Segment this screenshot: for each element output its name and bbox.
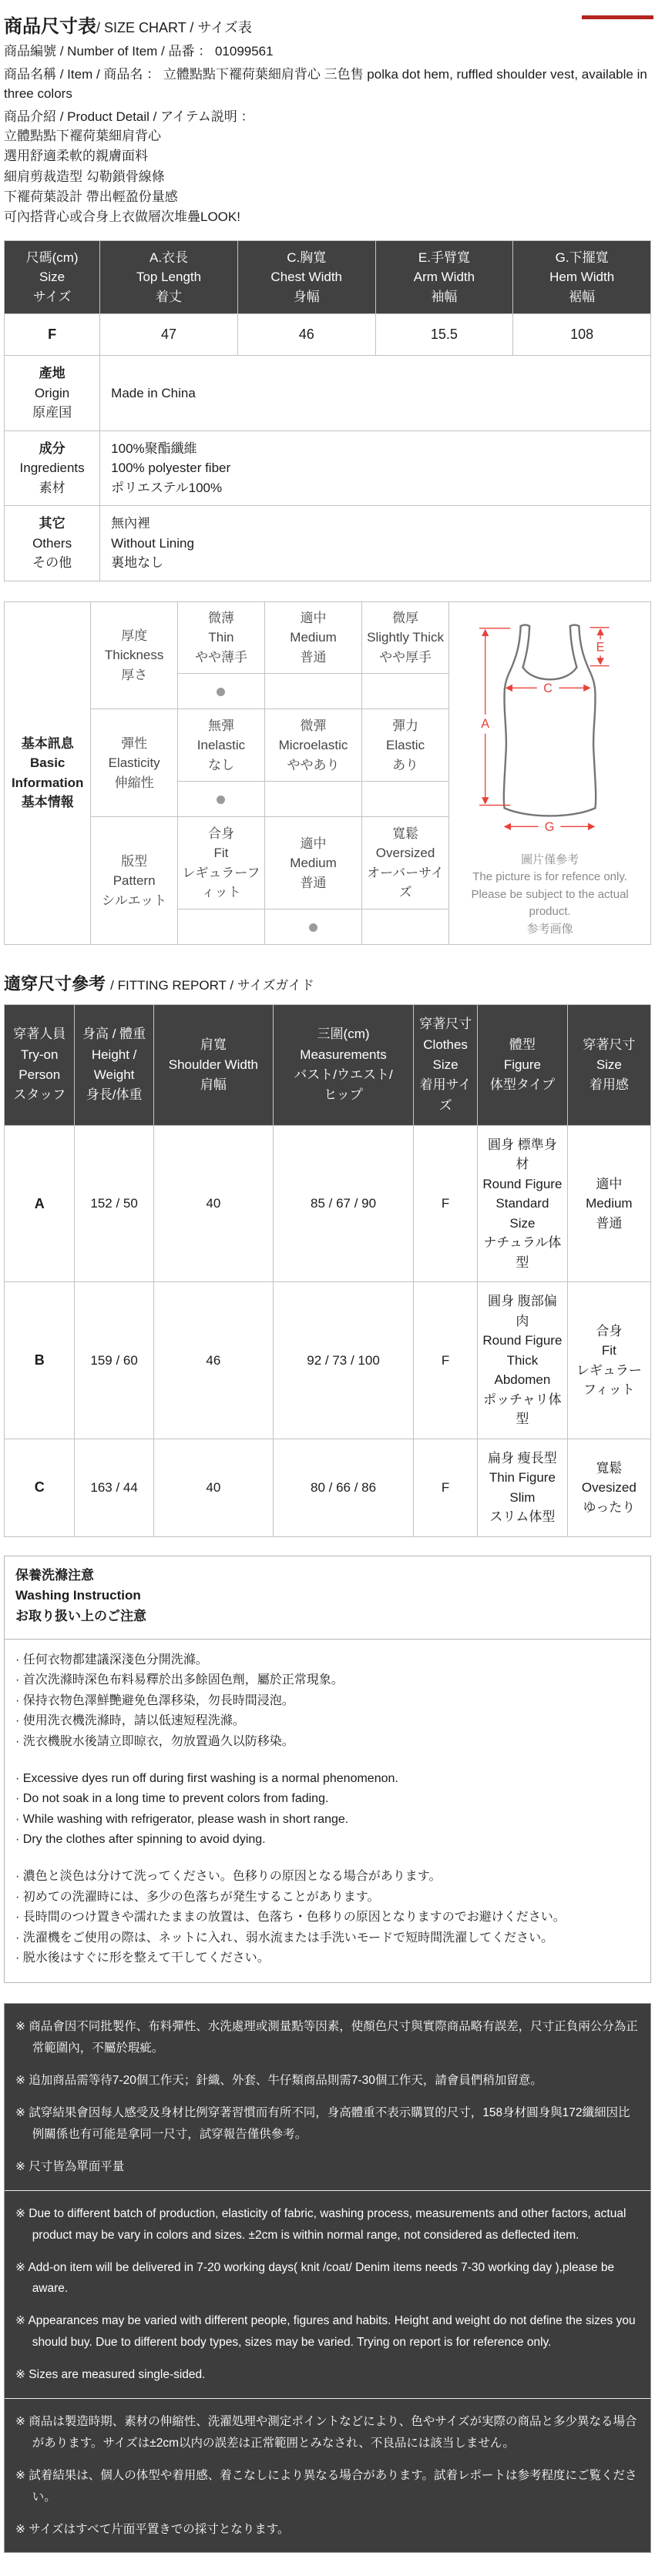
value-line: 裏地なし	[111, 555, 164, 571]
dimension-label-a: A	[481, 716, 490, 731]
thickness-thick-dot-cell	[361, 674, 448, 709]
figure-line: Standard Size	[495, 1196, 549, 1231]
value-line: 100% polyester fiber	[111, 461, 231, 476]
elasticity-microelastic-dot-cell	[265, 782, 362, 817]
option-line: 無彈	[207, 718, 234, 733]
height-weight-value: 159 / 60	[75, 1282, 153, 1439]
top-length-col-header	[100, 240, 238, 314]
size-feel-col-header	[567, 1005, 650, 1126]
top-length-value: 47	[100, 314, 238, 356]
option-line: 合身	[207, 826, 234, 841]
washing-note-item: · 洗衣機脫水後請立即晾衣，勿放置過久以防移染。	[15, 1734, 294, 1748]
diagram-caption	[453, 852, 647, 939]
option-line: 微厚	[392, 610, 419, 625]
header-line: A.衣長	[149, 250, 189, 265]
figure-line: Slim	[509, 1489, 536, 1505]
header-line: G.下擺寬	[555, 250, 609, 265]
header-line: E.手臂寬	[418, 250, 470, 265]
note-item: ※ Sizes are measured single-sided.	[15, 2368, 206, 2382]
others-row	[5, 506, 651, 581]
title-line-ja: お取り扱い上のご注意	[15, 1608, 146, 1623]
header-line: Size	[596, 1057, 622, 1072]
basic-info-section-label	[5, 601, 91, 945]
person-value: A	[5, 1125, 75, 1282]
washing-note-item: · While washing with refrigerator, please wash in short range.	[15, 1812, 349, 1826]
figure-line: 圓身 腹部偏肉	[488, 1294, 557, 1328]
header-line: 袖幅	[431, 289, 458, 304]
header-line: 穿著尺寸	[583, 1037, 636, 1052]
value-line: 100%聚酯纖維	[111, 440, 197, 456]
header-line: 着丈	[156, 289, 183, 304]
washing-note-item: · Dry the clothes after spinning to avoid dying.	[15, 1833, 266, 1847]
feel-line: Ovesized	[581, 1480, 637, 1496]
product-detail-line: 下襬荷葉設計 帶出輕盈份量感	[4, 189, 178, 205]
fitting-report-title	[4, 971, 651, 995]
ingredients-value	[100, 430, 651, 506]
attr-line: 厚さ	[121, 667, 148, 682]
option-line: Thin	[208, 630, 234, 645]
size-feel-value	[567, 1125, 650, 1282]
size-table-header-row	[5, 240, 651, 314]
washing-list-zh	[15, 1650, 640, 1752]
note-item: ※ 商品會因不同批製作、布料彈性、水洗處理或測量點等因素，使顏色尺寸與實際商品略有誤差，尺寸正負兩公分為正常範圍內，不屬於瑕疵。	[15, 2020, 638, 2055]
option-line: やや薄手	[194, 649, 247, 665]
header-line: 体型タイプ	[489, 1077, 555, 1093]
note-item: ※ 商品は製造時期、素材の伸縮性、洗濯処理や測定ポイントなどにより、色やサイズが実際の商品と多少異なる場合があります。サイズは±2cm以内の誤差は正常範囲とみなされ、不良品には該当しません。	[15, 2415, 637, 2450]
label-line: 其它	[39, 516, 66, 531]
header-line: Clothes	[423, 1037, 468, 1052]
washing-note-item: · 任何衣物都建議深淺色分開洗滌。	[15, 1653, 208, 1667]
option-line: Microelastic	[278, 738, 348, 753]
attr-line: 厚度	[121, 628, 148, 643]
label-line: 素材	[39, 480, 66, 495]
washing-note-item: · 使用洗衣機洗滌時，請以低速短程洗滌。	[15, 1714, 245, 1728]
option-line: あり	[392, 757, 419, 772]
selected-dot	[309, 923, 317, 932]
washing-note-item: · 脱水後はすぐに形を整えて干してください。	[15, 1951, 270, 1965]
chest-width-col-header	[237, 240, 375, 314]
label-line: Origin	[34, 385, 70, 400]
option-line: なし	[207, 757, 234, 772]
figure-line: Thick Abdomen	[494, 1352, 551, 1388]
header-line: Shoulder Width	[168, 1057, 258, 1072]
notes-section-ja	[5, 2398, 650, 2552]
header-line: Arm Width	[413, 270, 475, 285]
origin-row	[5, 356, 651, 431]
header-line: 着用感	[589, 1077, 629, 1093]
header-line: Chest Width	[270, 270, 343, 285]
figure-line: Round Figure	[482, 1176, 563, 1191]
pattern-fit-dot-cell	[177, 909, 264, 945]
caption-line: The picture is for refence only.	[472, 870, 627, 884]
option-line: 彈力	[392, 718, 419, 733]
attr-line: 伸縮性	[114, 775, 154, 790]
disclaimer-notes-box	[4, 2003, 651, 2553]
fitting-header-row	[5, 1005, 651, 1126]
attr-line: 彈性	[121, 735, 148, 751]
option-line: 適中	[300, 610, 327, 625]
washing-note-item: · 長時間のつけ置きや濡れたままの放置は、色落ち・色移りの原因となりますのでお避けください。	[15, 1911, 566, 1924]
option-line: 普通	[300, 649, 327, 665]
height-weight-col-header	[75, 1005, 153, 1126]
header-line: 穿著人員	[13, 1027, 66, 1042]
washing-note-item: · 洗濯機をご使用の際は、ネットに入れ、弱水流または手洗いモードで短時間洗濯してください。	[15, 1931, 554, 1945]
product-detail-line: 細肩剪裁造型 勾勒鎖骨線條	[4, 169, 165, 184]
height-weight-value: 163 / 44	[75, 1439, 153, 1536]
option-line: 普通	[300, 875, 327, 890]
header-line: Height /	[91, 1047, 137, 1062]
fitting-title-zh: 適穿尺寸參考	[4, 974, 106, 994]
height-weight-value: 152 / 50	[75, 1125, 153, 1282]
feel-line: ゆったり	[583, 1499, 636, 1515]
figure-value	[478, 1125, 568, 1282]
washing-note-item: · 保持衣物色澤鮮艷避免色澤移染，勿長時間浸泡。	[15, 1693, 294, 1707]
value-line: 無內裡	[111, 516, 151, 531]
item-number-value: 01099561	[214, 44, 274, 59]
caption-line: 圖片僅參考	[521, 853, 579, 866]
option-line: Oversized	[375, 846, 435, 861]
header-line: 肩幅	[200, 1077, 227, 1093]
header-line: Try-on	[20, 1047, 59, 1062]
pattern-attr-label	[91, 817, 177, 945]
header-line: 三圍(cm)	[317, 1027, 370, 1042]
size-data-row	[5, 314, 651, 356]
option-line: 微薄	[207, 610, 234, 625]
basic-information-table	[4, 601, 651, 946]
page-title-zh: 商品尺寸表	[4, 16, 96, 37]
product-detail-label: 商品介紹 / Product Detail / アイテム説明 ：	[4, 109, 254, 124]
option-line: 微彈	[300, 718, 327, 733]
others-label	[5, 506, 100, 581]
label-line: Ingredients	[19, 461, 85, 476]
ingredients-row	[5, 430, 651, 506]
option-line: レギュラーフィット	[182, 865, 260, 900]
feel-line: 合身	[596, 1323, 623, 1338]
header-line: バスト/ウエスト/	[294, 1067, 393, 1083]
clothes-size-col-header	[414, 1005, 478, 1126]
header-line: スタッフ	[13, 1087, 66, 1103]
fitting-report-table	[4, 1004, 651, 1537]
chest-width-value: 46	[237, 314, 375, 356]
notes-section-en	[5, 2190, 650, 2398]
shoulder-width-col-header	[153, 1005, 273, 1126]
vest-outline	[504, 625, 596, 816]
washing-note-item: · Do not soak in a long time to prevent colors from fading.	[15, 1792, 329, 1806]
attr-line: シルエット	[102, 893, 167, 908]
note-item: ※ サイズはすべて片面平置きでの採寸となります。	[15, 2522, 290, 2536]
elasticity-option-microelastic	[265, 709, 362, 782]
option-line: 寬鬆	[392, 826, 419, 841]
header-line: 裾幅	[569, 289, 596, 304]
clothes-size-value: F	[414, 1125, 478, 1282]
thickness-thin-dot-cell	[177, 674, 264, 709]
person-value: B	[5, 1282, 75, 1439]
pattern-option-fit	[177, 817, 264, 909]
title-line-en: Washing Instruction	[15, 1588, 141, 1603]
clothes-size-value: F	[414, 1282, 478, 1439]
option-line: Slightly Thick	[367, 630, 444, 645]
fitting-row-b	[5, 1282, 651, 1439]
origin-value	[100, 356, 651, 431]
product-detail-line: 可內搭背心或合身上衣做層次堆疊LOOK!	[4, 209, 240, 225]
header-line: 尺碼(cm)	[25, 250, 79, 265]
measurement-diagram-cell	[449, 601, 651, 945]
header-line: Size	[39, 270, 66, 285]
feel-line: Medium	[586, 1196, 633, 1211]
washing-instruction-box	[4, 1556, 651, 1984]
header-line: C.胸寬	[287, 250, 327, 265]
figure-value	[478, 1439, 568, 1536]
washing-note-item: · Excessive dyes run off during first washing is a normal phenomenon.	[15, 1771, 398, 1785]
hem-width-col-header	[513, 240, 651, 314]
note-item: ※ Due to different batch of production, elasticity of fabric, washing process, measurements and other factors, actual product may be vary in colors and sizes. ±2cm is within normal range, not considered as deflected item.	[15, 2206, 626, 2242]
thickness-attr-label	[91, 601, 177, 709]
size-table	[4, 240, 651, 581]
header-line: ヒップ	[324, 1087, 363, 1103]
feel-line: レギュラーフィット	[576, 1362, 642, 1398]
note-item: ※ Add-on item will be delivered in 7-20 working days( knit /coat/ Denim items needs 7-30 working day ),please be aware.	[15, 2260, 615, 2296]
shoulder-value: 46	[153, 1282, 273, 1439]
clothes-size-value: F	[414, 1439, 478, 1536]
item-name-label: 商品名稱 / Item / 商品名 ：	[4, 66, 160, 82]
label-line: Others	[32, 535, 72, 551]
option-line: やや厚手	[379, 649, 432, 665]
page-title	[4, 15, 651, 39]
header-line: 穿著尺寸	[419, 1017, 472, 1032]
header-line: 身幅	[293, 289, 320, 304]
shoulder-value: 40	[153, 1439, 273, 1536]
header-line: 肩寬	[200, 1037, 227, 1052]
size-value: F	[5, 314, 100, 356]
caption-line: Please be subject to the actual product.	[471, 887, 629, 919]
elasticity-inelastic-dot-cell	[177, 782, 264, 817]
item-number-line	[4, 42, 651, 62]
size-feel-value	[567, 1282, 650, 1439]
header-line: Person	[18, 1067, 61, 1083]
fitting-row-c	[5, 1439, 651, 1536]
note-item: ※ 追加商品需等待7-20個工作天；針織、外套、牛仔類商品則需7-30個工作天，請會員們稍加留意。	[15, 2074, 542, 2088]
header-line: 着用サイズ	[419, 1077, 472, 1113]
try-on-person-col-header	[5, 1005, 75, 1126]
label-line: 產地	[39, 366, 66, 381]
figure-line: ポッチャリ体型	[483, 1392, 562, 1427]
option-line: オーバーサイズ	[367, 865, 445, 900]
washing-instruction-title	[5, 1556, 650, 1640]
dimension-label-e: E	[596, 640, 605, 655]
ingredients-label	[5, 430, 100, 506]
arm-width-value: 15.5	[375, 314, 513, 356]
header-line: 身長/体重	[86, 1087, 143, 1103]
figure-line: 圓身 標準身材	[488, 1137, 557, 1172]
note-item: ※ 試穿結果會因每人感受及身材比例穿著習慣而有所不同，身高體重不表示購買的尺寸，158身材圓身與172纖細因比例關係也有可能是拿同一尺寸，試穿報告僅供參考。	[15, 2106, 630, 2141]
title-line-zh: 保養洗滌注意	[15, 1567, 94, 1583]
label-line: 基本訊息	[21, 735, 74, 751]
note-item: ※ 試着結果は、個人の体型や着用感、着こなしにより異なる場合があります。試着レポートは参考程度にご覧ください。	[15, 2468, 637, 2504]
label-line: 成分	[39, 440, 66, 456]
option-line: Medium	[290, 856, 337, 871]
thickness-option-slightly-thick	[361, 601, 448, 674]
elasticity-elastic-dot-cell	[361, 782, 448, 817]
washing-list-en	[15, 1769, 640, 1851]
product-detail-line: 選用舒適柔軟的親膚面料	[4, 149, 148, 164]
label-line: その他	[32, 555, 72, 571]
person-value: C	[5, 1439, 75, 1536]
selected-dot	[217, 688, 225, 696]
washing-note-item: · 初めての洗濯時には、多少の色落ちが発生することがあります。	[15, 1890, 380, 1904]
product-detail-line: 立體點點下襬荷葉細肩背心	[4, 129, 161, 143]
header-line: Figure	[503, 1057, 541, 1072]
label-line: Basic	[30, 755, 66, 771]
elasticity-option-elastic	[361, 709, 448, 782]
item-number-label: 商品編號 / Number of Item / 品番 ：	[4, 44, 212, 59]
item-name-line	[4, 65, 651, 104]
thickness-option-thin	[177, 601, 264, 674]
figure-line: ナチュラル体型	[483, 1235, 562, 1270]
figure-value	[478, 1282, 568, 1439]
measurements-value: 85 / 67 / 90	[273, 1125, 413, 1282]
caption-line: 参考画像	[526, 922, 573, 936]
value-line: Made in China	[111, 385, 196, 400]
item-name-value: 立體點點下襬荷葉細肩背心 三色售 polka dot hem, ruffled shoulder vest, available in three colors	[4, 66, 647, 101]
header-line: Measurements	[300, 1047, 387, 1062]
measurements-col-header	[273, 1005, 413, 1126]
measurements-value: 92 / 73 / 100	[273, 1282, 413, 1439]
size-col-header	[5, 240, 100, 314]
option-line: Fit	[213, 846, 229, 861]
feel-line: 適中	[596, 1176, 623, 1191]
feel-line: 寬鬆	[596, 1460, 623, 1476]
measurements-value: 80 / 66 / 86	[273, 1439, 413, 1536]
option-line: 適中	[300, 836, 327, 851]
header-line: Hem Width	[549, 270, 615, 285]
value-line: ポリエステル100%	[111, 480, 223, 495]
label-line: 基本情報	[21, 795, 74, 810]
figure-line: 扁身 瘦長型	[488, 1450, 557, 1466]
option-line: Medium	[290, 630, 337, 645]
option-line: ややあり	[287, 757, 340, 772]
option-line: Elastic	[386, 738, 425, 753]
size-feel-value	[567, 1439, 650, 1536]
vest-measurement-diagram	[463, 613, 637, 844]
note-item: ※ 尺寸皆為單面平量	[15, 2159, 125, 2173]
elasticity-option-inelastic	[177, 709, 264, 782]
notes-section-zh	[5, 2004, 650, 2189]
hem-width-value: 108	[513, 314, 651, 356]
pattern-option-medium	[265, 817, 362, 909]
header-line: 身高 / 體重	[82, 1027, 146, 1042]
top-scroll-bar-fragment	[582, 15, 653, 19]
feel-line: Fit	[601, 1343, 616, 1358]
washing-note-item: · 首次洗滌時深色布料易釋於出多餘固色劑，屬於正常現象。	[15, 1673, 344, 1687]
shoulder-value: 40	[153, 1125, 273, 1282]
dimension-label-g: G	[544, 819, 555, 834]
selected-dot	[217, 796, 225, 804]
product-detail-lines	[4, 126, 651, 228]
washing-list-ja	[15, 1867, 640, 1968]
value-line: Without Lining	[111, 535, 194, 551]
dimension-label-c: C	[543, 681, 553, 695]
header-line: サイズ	[32, 289, 72, 304]
thickness-medium-dot-cell	[265, 674, 362, 709]
pattern-option-oversized	[361, 817, 448, 909]
feel-line: 普通	[596, 1215, 623, 1231]
figure-line: スリム体型	[489, 1509, 556, 1525]
figure-line: Thin Figure	[489, 1470, 556, 1486]
pattern-oversized-dot-cell	[361, 909, 448, 945]
fitting-row-a	[5, 1125, 651, 1282]
header-line: 體型	[509, 1037, 536, 1052]
washing-instruction-body	[5, 1640, 650, 1982]
elasticity-attr-label	[91, 709, 177, 817]
others-value	[100, 506, 651, 581]
washing-note-item: · 濃色と淡色は分けて洗ってください。色移りの原因となる場合があります。	[15, 1870, 442, 1884]
thickness-options-row	[5, 601, 651, 674]
attr-line: Elasticity	[108, 755, 160, 771]
pattern-medium-dot-cell	[265, 909, 362, 945]
arm-width-col-header	[375, 240, 513, 314]
label-line: Information	[11, 775, 84, 790]
dimension-arrows	[479, 628, 610, 834]
thickness-option-medium	[265, 601, 362, 674]
page-title-rest: / SIZE CHART / サイズ表	[96, 20, 252, 35]
origin-label	[5, 356, 100, 431]
header-line: Weight	[93, 1067, 135, 1083]
note-item: ※ Appearances may be varied with different people, figures and habits. Height and weight do not define the sizes you should buy. Due to different body types, sizes may be varied. Trying on report is for reference only.	[15, 2314, 636, 2350]
figure-col-header	[478, 1005, 568, 1126]
attr-line: 版型	[121, 853, 148, 869]
header-line: Size	[432, 1057, 458, 1072]
label-line: 原産国	[32, 405, 72, 420]
attr-line: Pattern	[113, 873, 156, 889]
figure-line: Round Figure	[482, 1333, 563, 1348]
attr-line: Thickness	[104, 648, 164, 663]
option-line: Inelastic	[196, 738, 246, 753]
page-header	[4, 15, 651, 228]
header-line: Top Length	[136, 270, 202, 285]
fitting-title-rest: / FITTING REPORT / サイズガイド	[110, 978, 314, 993]
